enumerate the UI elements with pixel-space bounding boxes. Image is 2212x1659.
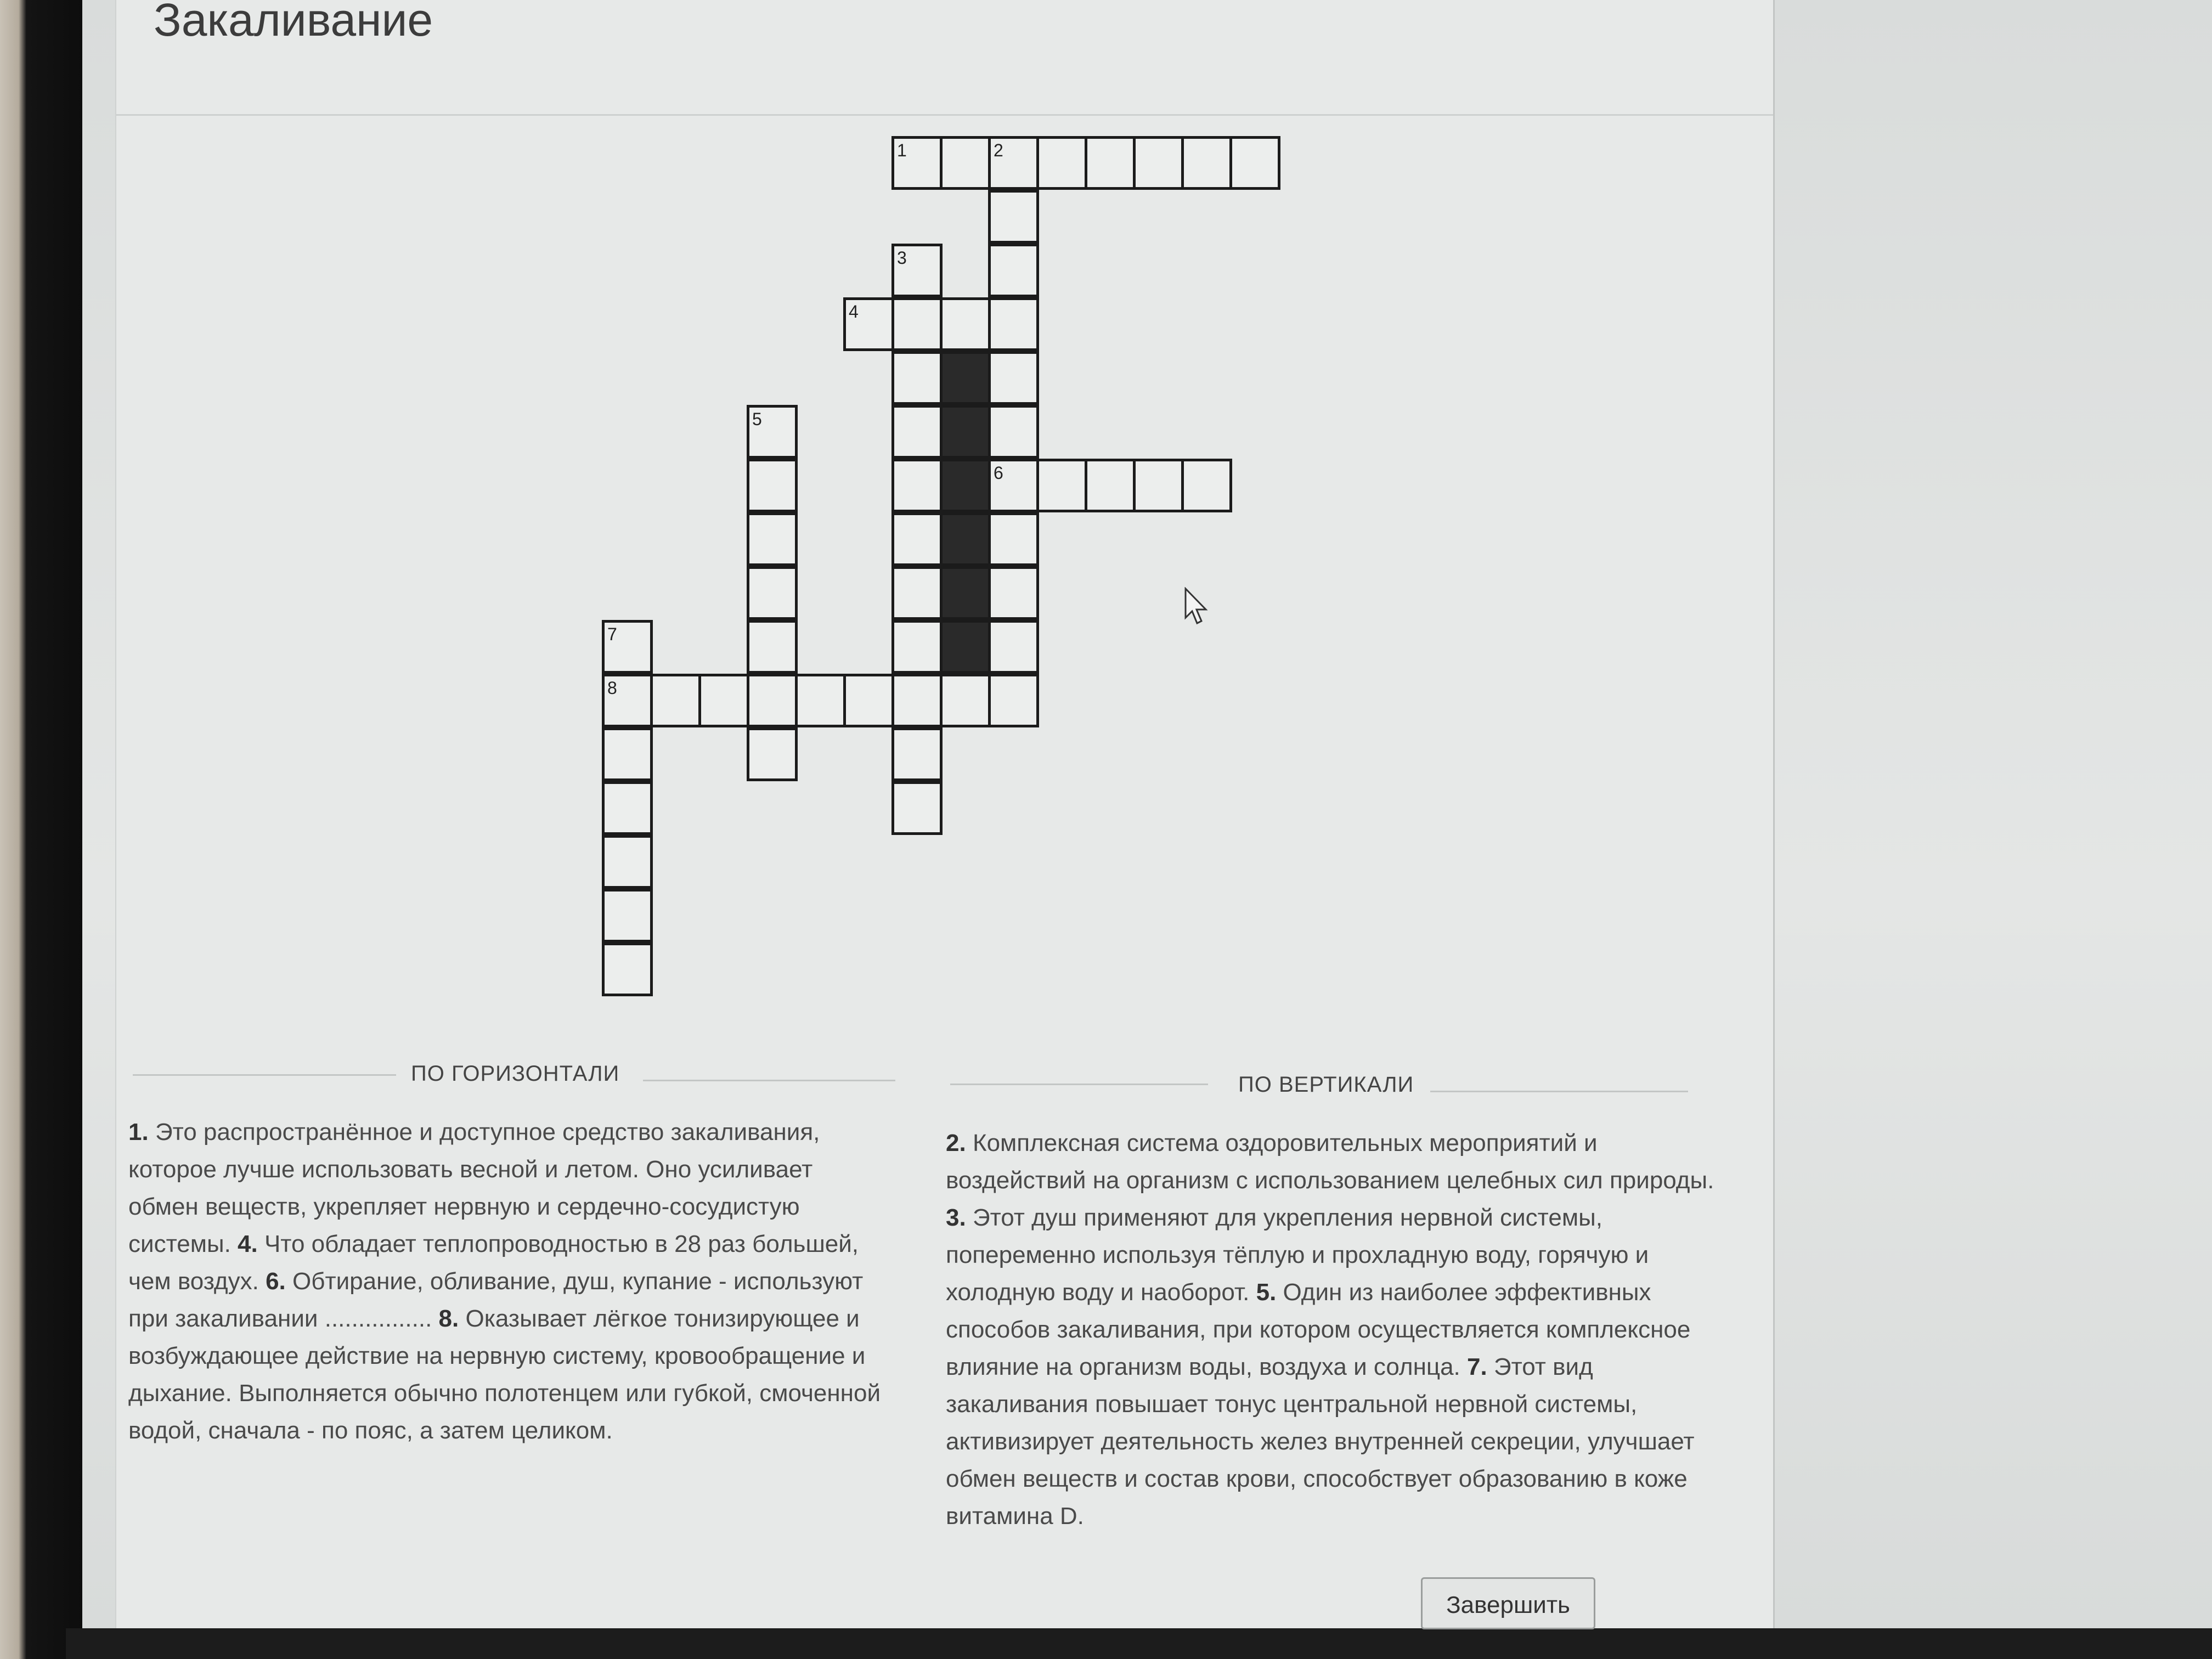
- down-rule-left: [950, 1084, 1208, 1085]
- crossword-cell[interactable]: [891, 512, 943, 566]
- page-title: Закаливание: [154, 0, 433, 46]
- across-rule-right: [643, 1080, 895, 1081]
- crossword-cell[interactable]: [988, 244, 1039, 297]
- page: [82, 0, 2212, 1628]
- monitor-bezel-bottom: [66, 1628, 2212, 1659]
- crossword-cell[interactable]: [602, 835, 653, 889]
- mouse-cursor-icon: [1184, 587, 1208, 625]
- crossword-cell[interactable]: [747, 620, 798, 674]
- crossword-cell[interactable]: [988, 512, 1039, 566]
- down-rule-right: [1430, 1091, 1688, 1092]
- crossword-clue-number: 4: [849, 302, 859, 321]
- crossword-cell[interactable]: [891, 351, 943, 405]
- crossword-clue-number: 8: [607, 678, 617, 698]
- crossword-cell[interactable]: [1181, 136, 1232, 190]
- crossword-cell[interactable]: [988, 405, 1039, 459]
- crossword-panel: [115, 0, 1775, 1628]
- crossword-cell[interactable]: [1181, 459, 1232, 512]
- clue-num: 6.: [266, 1268, 286, 1295]
- crossword-cell[interactable]: [988, 620, 1039, 674]
- crossword-blocked-cell: [940, 459, 991, 512]
- crossword-cell[interactable]: [988, 566, 1039, 620]
- crossword-cell[interactable]: [940, 136, 991, 190]
- monitor-bezel: [0, 0, 82, 1659]
- crossword-cell[interactable]: [988, 297, 1039, 351]
- across-clues: [128, 1114, 885, 1449]
- crossword-clue-number: 7: [607, 624, 617, 644]
- crossword-cell[interactable]: [891, 781, 943, 835]
- crossword-clue-number: 5: [752, 409, 762, 429]
- crossword-cell[interactable]: [602, 781, 653, 835]
- crossword-cell[interactable]: [891, 674, 943, 727]
- crossword-cell[interactable]: [602, 727, 653, 781]
- crossword-cell[interactable]: [1036, 459, 1087, 512]
- crossword-cell[interactable]: [843, 674, 894, 727]
- crossword-cell[interactable]: [602, 889, 653, 943]
- crossword-cell[interactable]: [988, 190, 1039, 244]
- clue-text: Обтирание, обливание, душ, купание - используют при закаливании ................: [128, 1268, 864, 1332]
- crossword-cell[interactable]: [891, 727, 943, 781]
- clue-text: Один из наиболее эффективных способов закаливания, при котором осуществляется комплексное влияние на организм воды, воздуха и солнца.: [946, 1279, 1691, 1380]
- clue-num: 1.: [128, 1119, 149, 1146]
- crossword-cell[interactable]: [1085, 459, 1136, 512]
- crossword-clue-number: 6: [994, 463, 1003, 483]
- crossword-cell[interactable]: [747, 727, 798, 781]
- crossword-blocked-cell: [940, 405, 991, 459]
- clue-text: Комплексная система оздоровительных мероприятий и воздействий на организм с использованием целебных сил природы.: [946, 1130, 1714, 1194]
- crossword-blocked-cell: [940, 620, 991, 674]
- clue-num: 7.: [1467, 1353, 1487, 1380]
- crossword-clue-number: 3: [897, 248, 907, 268]
- crossword-clue-number: 1: [897, 140, 907, 160]
- crossword-cell[interactable]: [1085, 136, 1136, 190]
- crossword-cell[interactable]: [650, 674, 701, 727]
- clue-num: 2.: [946, 1130, 966, 1156]
- clue-text: Оказывает лёгкое тонизирующее и возбуждающее действие на нервную систему, кровообращение и дыхание. Выполняется обычно полотенцем или губкой, смоченной водой, сначала - по пояс, а затем целиком.: [128, 1305, 881, 1444]
- crossword-cell[interactable]: [747, 674, 798, 727]
- clue-num: 5.: [1256, 1279, 1277, 1306]
- crossword-cell[interactable]: [891, 620, 943, 674]
- crossword-cell[interactable]: [1133, 136, 1184, 190]
- clue-text: Этот душ применяют для укрепления нервной системы, попеременно используя тёплую и прохладную воду, горячую и холодную воду и наоборот.: [946, 1204, 1649, 1306]
- crossword-blocked-cell: [940, 566, 991, 620]
- across-heading: ПО ГОРИЗОНТАЛИ: [411, 1062, 620, 1086]
- crossword-cell[interactable]: [747, 512, 798, 566]
- crossword-cell[interactable]: [1229, 136, 1280, 190]
- clue-text: Что обладает теплопроводностью в 28 раз большей, чем воздух.: [128, 1231, 859, 1295]
- clue-num: 4.: [238, 1231, 258, 1257]
- crossword-cell[interactable]: [1133, 459, 1184, 512]
- crossword-cell[interactable]: [891, 405, 943, 459]
- crossword-clue-number: 2: [994, 140, 1003, 160]
- clue-num: 3.: [946, 1204, 966, 1231]
- down-clues: [946, 1125, 1725, 1535]
- crossword-cell[interactable]: [940, 297, 991, 351]
- crossword-cell[interactable]: [698, 674, 749, 727]
- crossword-cell[interactable]: [988, 674, 1039, 727]
- clue-num: 8.: [438, 1305, 459, 1332]
- finish-button[interactable]: Завершить: [1421, 1577, 1595, 1629]
- crossword-cell[interactable]: [891, 459, 943, 512]
- clue-text: Это распространённое и доступное средство закаливания, которое лучше использовать весной и летом. Оно усиливает обмен веществ, укрепляет нервную и сердечно-сосудистую системы.: [128, 1119, 820, 1257]
- down-heading: ПО ВЕРТИКАЛИ: [1238, 1073, 1414, 1097]
- across-rule-left: [133, 1074, 396, 1076]
- crossword-cell[interactable]: [988, 351, 1039, 405]
- crossword-cell[interactable]: [747, 566, 798, 620]
- clue-text: Этот вид закаливания повышает тонус центральной нервной системы, активизирует деятельность желез внутренней секреции, улучшает обмен веществ и состав крови, способствует образованию в коже витамина D.: [946, 1353, 1695, 1530]
- crossword-cell[interactable]: [795, 674, 846, 727]
- crossword-cell[interactable]: [1036, 136, 1087, 190]
- crossword-cell[interactable]: [891, 566, 943, 620]
- title-divider: [116, 114, 1773, 116]
- crossword-cell[interactable]: [747, 459, 798, 512]
- crossword-cell[interactable]: [940, 674, 991, 727]
- crossword-blocked-cell: [940, 512, 991, 566]
- crossword-blocked-cell: [940, 351, 991, 405]
- crossword-cell[interactable]: [602, 943, 653, 996]
- crossword-cell[interactable]: [891, 297, 943, 351]
